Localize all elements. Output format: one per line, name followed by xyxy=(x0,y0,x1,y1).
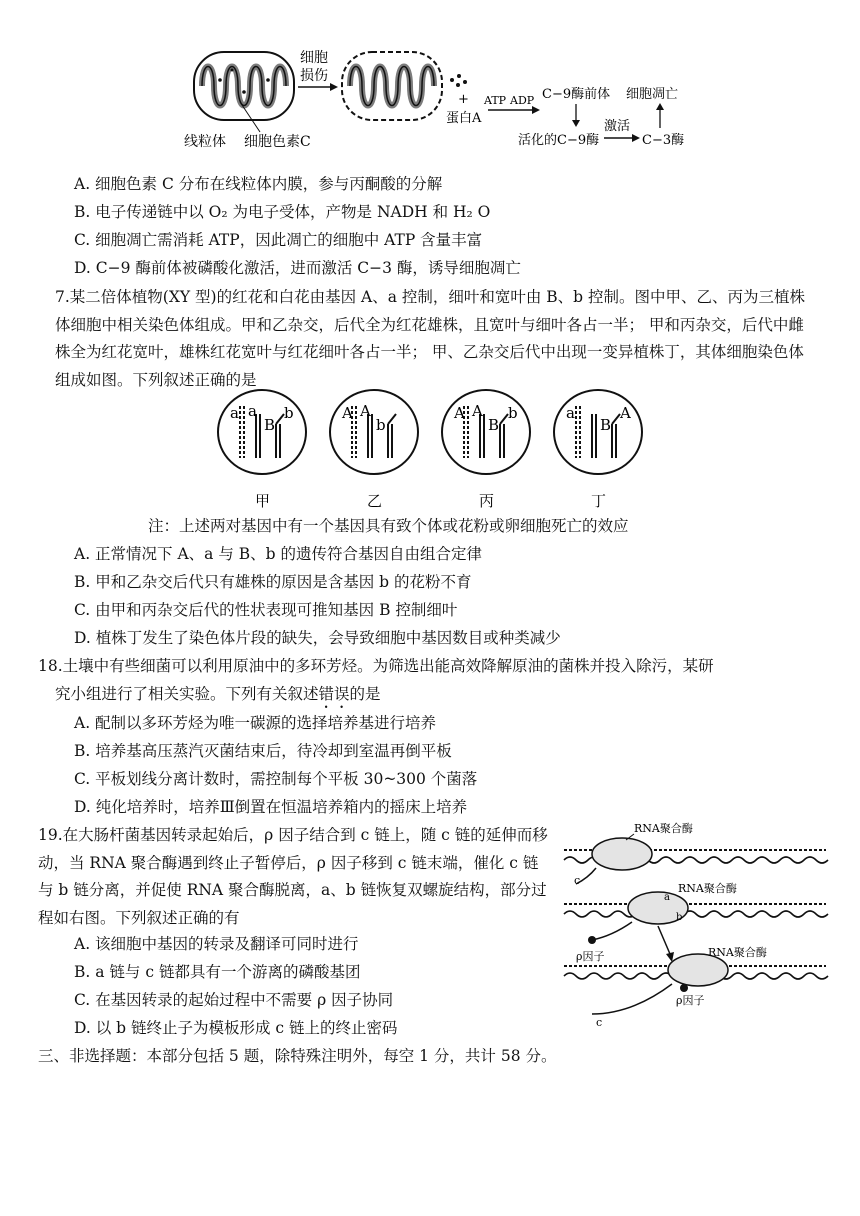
cell-2-gene-3: b xyxy=(376,416,386,434)
cell-1-gene-4: b xyxy=(284,404,294,422)
cell-2-gene-2: A xyxy=(360,402,371,420)
q19-option-a: A. 该细胞中基因的转录及翻译可同时进行 xyxy=(74,935,359,953)
q17-option-b: B. 甲和乙杂交后代只有雄株的原因是含基因 b 的花粉不育 xyxy=(74,573,472,591)
c3-label: C−3酶 xyxy=(642,133,685,148)
cell-1-gene-1: a xyxy=(230,404,239,422)
rho-panel-1 xyxy=(564,821,828,887)
cell-4-gene-1: a xyxy=(566,404,575,422)
q16-option-d: D. C−9 酶前体被磷酸化激活，进而激活 C−3 酶，诱导细胞凋亡 xyxy=(74,259,521,277)
mitochondrion-damaged xyxy=(342,52,442,120)
rho-panel-2 xyxy=(564,881,828,963)
q18-option-a: A. 配制以多环芳烃为唯一碳源的选择培养基进行培养 xyxy=(74,714,437,732)
q17-option-c: C. 由甲和丙杂交后代的性状表现可推知基因 B 控制细叶 xyxy=(74,601,458,619)
rnap-label-3: RNA聚合酶 xyxy=(708,946,767,959)
plus-sign: + xyxy=(458,92,469,107)
cell-1 xyxy=(218,390,306,510)
cell-3-gene-3: B xyxy=(488,416,500,434)
damage-label-2: 损伤 xyxy=(300,68,328,84)
cell-2-gene-1: A xyxy=(342,404,353,422)
cell-2 xyxy=(330,390,418,510)
strand-b-label: b xyxy=(676,912,683,923)
cell-3-name: 丙 xyxy=(479,492,495,510)
c9-precursor-label: C−9酶前体 xyxy=(542,87,611,102)
rnap-label-2: RNA聚合酶 xyxy=(678,882,737,895)
cell-4-gene-4: A xyxy=(620,404,631,422)
cell-2-name: 乙 xyxy=(367,492,383,510)
rnap-label-1: RNA聚合酶 xyxy=(634,822,693,835)
q16-option-a: A. 细胞色素 C 分布在线粒体内膜，参与丙酮酸的分解 xyxy=(74,175,443,193)
atp-label: ATP xyxy=(484,94,507,107)
q17-option-a: A. 正常情况下 A、a 与 B、b 的遗传符合基因自由组合定律 xyxy=(74,545,483,563)
mitochondrion-intact xyxy=(194,52,294,120)
rho-label-2: ρ因子 xyxy=(676,994,705,1007)
apoptosis-pathway-figure xyxy=(180,40,700,152)
q18-option-d: D. 纯化培养时，培养Ⅲ倒置在恒温培养箱内的摇床上培养 xyxy=(74,798,468,816)
strand-a-label: a xyxy=(664,892,670,903)
q18-option-c: C. 平板划线分离计数时，需控制每个平板 30~300 个菌落 xyxy=(74,770,478,788)
cell-4-gene-3: B xyxy=(600,416,612,434)
damage-label-1: 细胞 xyxy=(300,50,328,66)
strand-c-label-2: c xyxy=(596,1016,603,1029)
mitochondrion-label: 线粒体 xyxy=(184,134,226,150)
strand-c-label-1: c xyxy=(574,874,581,887)
cell-4-name: 丁 xyxy=(591,492,607,510)
cell-1-gene-2: a xyxy=(248,402,257,420)
q17-option-d: D. 植株丁发生了染色体片段的缺失，会导致细胞中基因数目或种类减少 xyxy=(74,629,561,647)
protein-a-label: 蛋白A xyxy=(446,111,482,126)
activate-label: 激活 xyxy=(604,119,631,134)
q17-stem: 7.某二倍体植物(XY 型)的红花和白花由基因 A、a 控制，细叶和宽叶由 B、b 控制。图中甲、乙、丙为三植株体细胞中相关染色体组成。甲和乙杂交，后代全为红花雄株，且宽叶与细叶各占一半； 甲和丙杂交，后代中雌株全为红花宽叶，雄株红花宽叶与红花细叶各占一半； 甲、乙杂交后代中出现一变异植株丁，其体细胞染色体组成如图。下列叙述正确的是 xyxy=(55,288,806,389)
cell-3-gene-4: b xyxy=(508,404,518,422)
cytochrome-c-label: 细胞色素C xyxy=(244,134,311,150)
rho-termination-figure xyxy=(560,820,830,1030)
section3-heading: 三、非选择题：本部分包括 5 题，除特殊注明外，每空 1 分，共计 58 分。 xyxy=(38,1047,557,1065)
apoptosis-label: 细胞凋亡 xyxy=(626,87,679,102)
activated-c9-label: 活化的C−9酶 xyxy=(518,133,600,148)
cell-3-gene-1: A xyxy=(454,404,465,422)
q19-option-c: C. 在基因转录的起始过程中不需要 ρ 因子协同 xyxy=(74,991,394,1009)
cell-1-name: 甲 xyxy=(255,492,271,510)
adp-label: ADP xyxy=(510,94,535,107)
q18-emphasis-word: 错误 xyxy=(318,685,350,703)
cell-3-gene-2: A xyxy=(472,402,483,420)
q18-stem-text: 究小组进行了相关实验。下列有关叙述 xyxy=(55,685,319,703)
q18-stem-line2 xyxy=(55,682,381,712)
rho-label-1: ρ因子 xyxy=(576,950,605,963)
q17-note: 注：上述两对基因中有一个基因具有致个体或花粉或卵细胞死亡的效应 xyxy=(148,517,629,535)
q16-option-b: B. 电子传递链中以 O₂ 为电子受体，产物是 NADH 和 H₂ O xyxy=(74,203,491,221)
q16-option-c: C. 细胞凋亡需消耗 ATP，因此凋亡的细胞中 ATP 含量丰富 xyxy=(74,231,483,249)
q19-option-d: D. 以 b 链终止子为模板形成 c 链上的终止密码 xyxy=(74,1019,398,1037)
cell-1-gene-3: B xyxy=(264,416,276,434)
q19-stem: 19.在大肠杆菌基因转录起始后，ρ 因子结合到 c 链上，随 c 链的延伸而移动，当 RNA 聚合酶遇到终止子暂停后，ρ 因子移到 c 链末端，催化 c 链与 b 链分离，并促使 RNA 聚合酶脱离，a、b 链恢复双螺旋结构，部分过程如右图。下列叙述正确的有 xyxy=(38,826,548,927)
cell-4 xyxy=(554,390,642,510)
q19-option-b: B. a 链与 c 链都具有一个游离的磷酸基团 xyxy=(74,963,361,981)
q18-option-b: B. 培养基高压蒸汽灭菌结束后，待冷却到室温再倒平板 xyxy=(74,742,452,760)
q18-stem-line1: 18.土壤中有些细菌可以利用原油中的多环芳烃。为筛选出能高效降解原油的菌株并投入除污，某研 xyxy=(38,657,714,675)
q18-stem-end: 的是 xyxy=(349,685,381,703)
cell-3 xyxy=(442,390,530,510)
chromosome-cells-figure xyxy=(210,386,660,510)
